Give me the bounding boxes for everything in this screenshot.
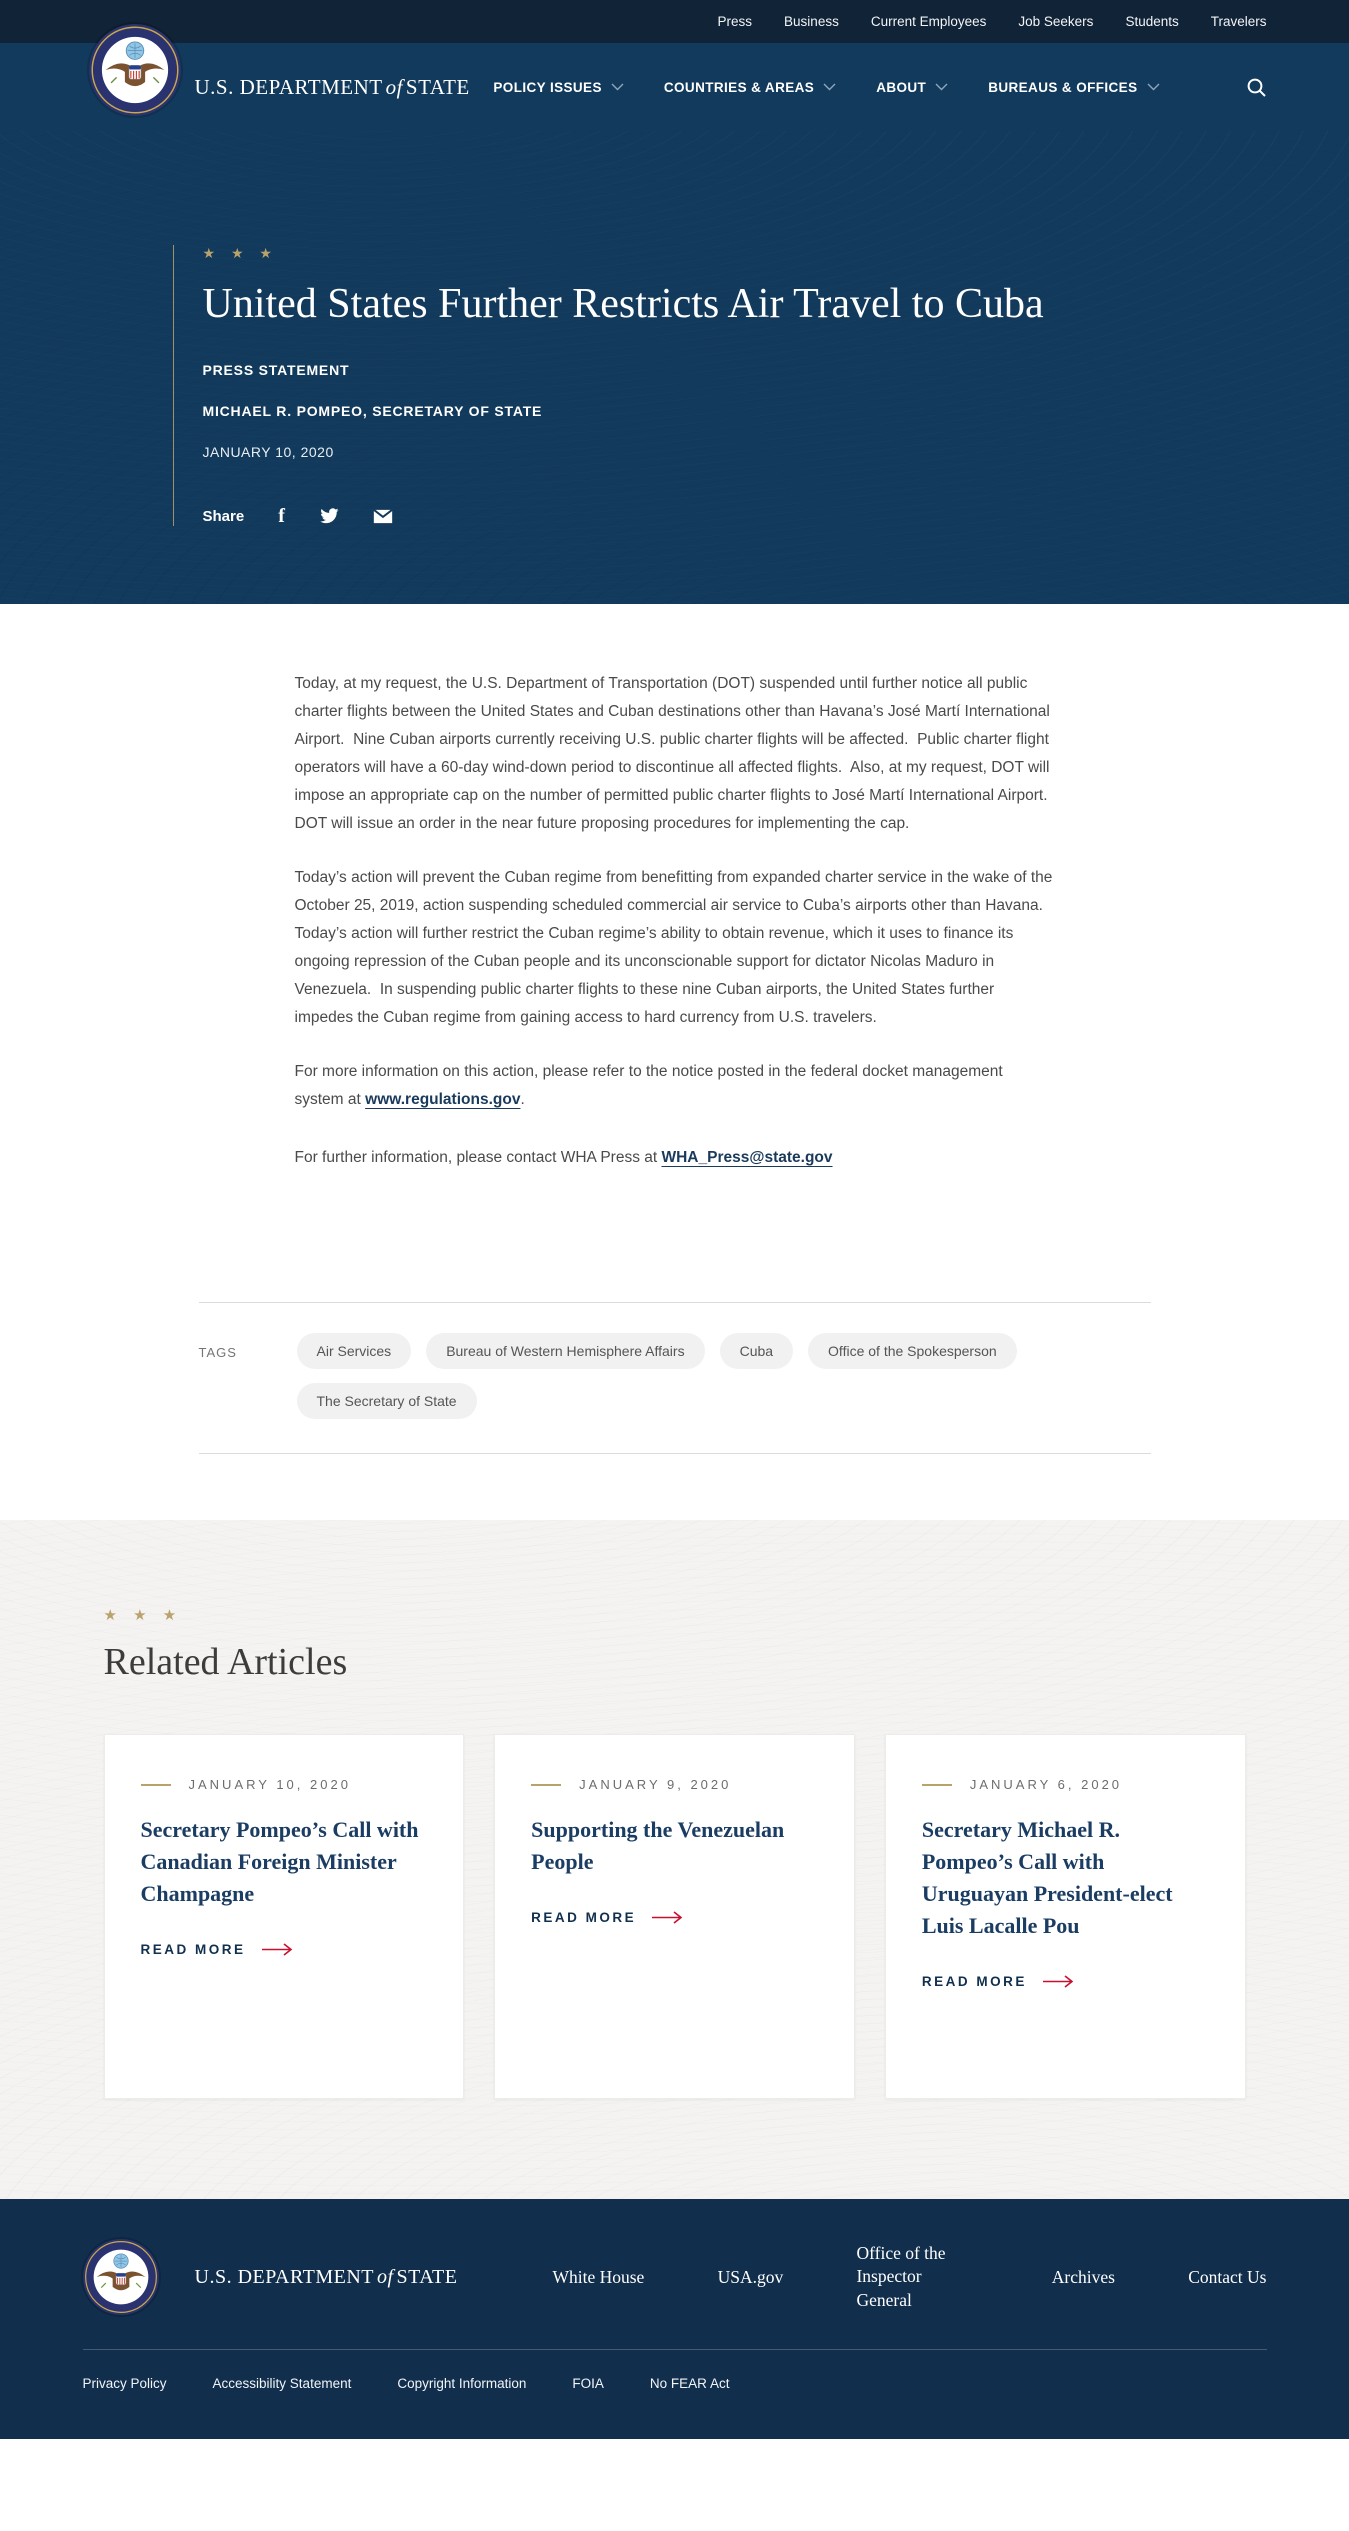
utility-link-business[interactable]: Business — [784, 14, 839, 29]
article-paragraph-2: Today’s action will prevent the Cuban regime from benefitting from expanded charter service in the wake of the October 25, 2019, action suspending scheduled commercial air service to Cuba’s airports other than Havana. Today’s action will further restrict the Cuban regime’s ability to obtain revenue, which it uses to finance its ongoing repression of the Cuban people and its unconscionable support for dictator Nicolas Maduro in Venezuela. In suspending public charter flights to these nine Cuban airports, the United States further impedes the Cuban regime from gaining access to hard currency from U.S. travelers. — [294, 869, 1057, 1027]
footer-seal[interactable] — [83, 2239, 159, 2315]
publish-date: JANUARY 10, 2020 — [202, 444, 334, 461]
arrow-right-icon — [1043, 1975, 1075, 1988]
card-title: Secretary Michael R. Pompeo’s Call with Uruguayan President-elect Luis Lacalle Pou — [921, 1817, 1173, 1938]
share-email-button[interactable] — [373, 509, 393, 524]
site-footer — [0, 2199, 1349, 2439]
footer-link-white-house[interactable]: White House — [552, 2266, 645, 2287]
stars-ornament: ★ ★ ★ — [103, 1607, 183, 1625]
footer-site-title[interactable]: U.S. DEPARTMENT of STATE — [194, 2265, 458, 2288]
tags-list — [297, 1333, 1151, 1419]
card-date: JANUARY 10, 2020 — [188, 1777, 351, 1793]
author-byline: MICHAEL R. POMPEO, SECRETARY OF STATE — [202, 403, 543, 420]
email-icon — [373, 509, 393, 524]
footer-legal-nav — [83, 2376, 1267, 2391]
footer-link-copyright[interactable]: Copyright Information — [397, 2376, 527, 2392]
share-twitter-button[interactable] — [319, 508, 339, 525]
twitter-icon — [319, 508, 339, 525]
great-seal-icon — [83, 2239, 159, 2315]
gold-dash-ornament — [141, 1784, 171, 1786]
nav-bureaus-offices[interactable]: BUREAUS & OFFICES — [988, 80, 1159, 95]
card-date: JANUARY 9, 2020 — [579, 1777, 732, 1793]
card-title: Secretary Pompeo’s Call with Canadian Foreign Minister Champagne — [140, 1817, 419, 1907]
related-card-1[interactable] — [104, 1734, 465, 2099]
card-title: Supporting the Venezuelan People — [531, 1817, 785, 1875]
arrow-right-icon — [652, 1911, 684, 1924]
nav-about[interactable]: ABOUT — [876, 80, 948, 95]
chevron-down-icon — [611, 83, 624, 91]
stars-ornament: ★ ★ ★ — [202, 245, 278, 261]
gold-dash-ornament — [531, 1784, 561, 1786]
footer-link-inspector-general[interactable]: Office of the Inspector General — [856, 2242, 946, 2311]
great-seal-icon — [89, 24, 181, 116]
primary-nav — [493, 77, 1266, 98]
gold-dash-ornament — [922, 1784, 952, 1786]
related-articles-title: Related Articles — [103, 1641, 348, 1684]
card-date: JANUARY 6, 2020 — [969, 1777, 1123, 1793]
search-icon — [1246, 77, 1267, 98]
related-card-2[interactable] — [494, 1734, 855, 2099]
related-cards — [104, 1734, 1246, 2099]
share-label: Share — [202, 507, 245, 525]
utility-link-travelers[interactable]: Travelers — [1210, 14, 1267, 29]
tags-section — [199, 1302, 1151, 1454]
tag-bureau-western-hemisphere[interactable]: Bureau of Western Hemisphere Affairs — [426, 1333, 704, 1369]
nav-countries-areas[interactable]: COUNTRIES & AREAS — [664, 80, 836, 95]
site-title[interactable]: U.S. DEPARTMENT of STATE — [194, 74, 470, 99]
article-paragraph-4: For further information, please contact WHA Press at WHA_Press@state.gov — [294, 1149, 833, 1167]
footer-link-foia[interactable]: FOIA — [572, 2376, 604, 2392]
page-title: United States Further Restricts Air Travel to Cuba — [202, 281, 1044, 327]
footer-link-archives[interactable]: Archives — [1051, 2266, 1115, 2287]
arrow-right-icon — [262, 1943, 294, 1956]
related-articles-section — [0, 1520, 1349, 2199]
chevron-down-icon — [935, 83, 948, 91]
footer-link-contact-us[interactable]: Contact Us — [1188, 2266, 1267, 2287]
chevron-down-icon — [1147, 83, 1160, 91]
tag-air-services[interactable]: Air Services — [297, 1333, 412, 1369]
share-row — [203, 506, 1267, 526]
utility-link-job-seekers[interactable]: Job Seekers — [1018, 14, 1094, 29]
facebook-icon: f — [278, 505, 285, 528]
utility-link-students[interactable]: Students — [1125, 14, 1179, 29]
chevron-down-icon — [823, 83, 836, 91]
footer-link-privacy-policy[interactable]: Privacy Policy — [82, 2376, 167, 2392]
article-paragraph-1: Today, at my request, the U.S. Department of Transportation (DOT) suspended until further notice all public charter flights between the United States and Cuban destinations other than Havana’s José Martí International Airport. Nine Cuban airports currently receiving U.S. public charter flights will be affected. Public charter flight operators will have a 60-day wind-down period to discontinue all affected flights. Also, at my request, DOT will impose an appropriate cap on the number of permitted public charter flights to José Martí International Airport. DOT will issue an order in the near future proposing procedures for implementing the cap. — [294, 675, 1057, 833]
tag-office-of-spokesperson[interactable]: Office of the Spokesperson — [808, 1333, 1017, 1369]
footer-link-usa-gov[interactable]: USA.gov — [717, 2266, 784, 2287]
content-type-label: PRESS STATEMENT — [202, 362, 350, 379]
read-more-link[interactable]: READ MORE — [531, 1910, 818, 1925]
tag-secretary-of-state[interactable]: The Secretary of State — [297, 1383, 477, 1419]
utility-link-current-employees[interactable]: Current Employees — [870, 14, 987, 29]
read-more-link[interactable]: READ MORE — [141, 1942, 428, 1957]
tag-cuba[interactable]: Cuba — [720, 1333, 793, 1369]
utility-link-press[interactable]: Press — [717, 14, 753, 29]
article-hero — [0, 131, 1349, 604]
search-button[interactable] — [1246, 77, 1267, 98]
related-card-3[interactable] — [885, 1734, 1246, 2099]
main-header — [0, 43, 1349, 131]
footer-link-no-fear-act[interactable]: No FEAR Act — [649, 2376, 730, 2392]
read-more-link[interactable]: READ MORE — [922, 1974, 1209, 1989]
tags-label: TAGS — [198, 1345, 237, 1361]
share-facebook-button[interactable] — [278, 506, 285, 526]
article-paragraph-3: For more information on this action, please refer to the notice posted in the federal docket management system at www.regulations.gov. — [294, 1063, 1008, 1109]
department-of-state-seal[interactable] — [89, 24, 181, 116]
footer-divider — [83, 2349, 1267, 2350]
footer-link-accessibility[interactable]: Accessibility Statement — [212, 2376, 352, 2392]
article-body-section — [0, 604, 1349, 1520]
wha-press-email-link[interactable]: WHA_Press@state.gov — [661, 1149, 833, 1167]
regulations-gov-link[interactable]: www.regulations.gov — [365, 1091, 521, 1109]
nav-policy-issues[interactable]: POLICY ISSUES — [493, 80, 623, 95]
footer-nav — [552, 2242, 1266, 2313]
utility-bar — [0, 0, 1349, 43]
